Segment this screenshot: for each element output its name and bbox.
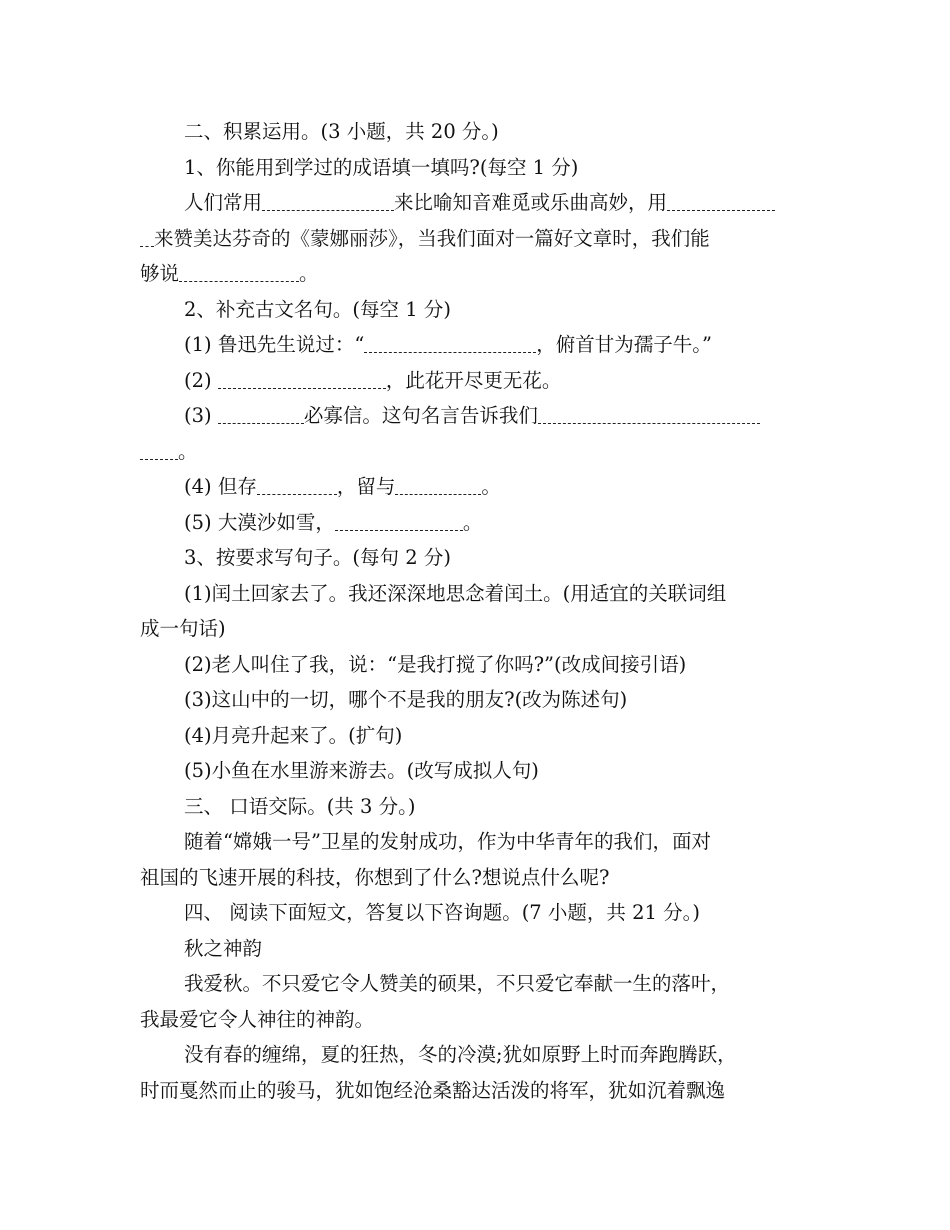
text-segment: 2、补充古文名句。(每空 1 分) xyxy=(184,297,451,321)
text-segment: 祖国的飞速开展的科技，你想到了什么?想说点什么呢? xyxy=(140,865,610,889)
text-line xyxy=(140,434,812,470)
text-line xyxy=(140,1073,812,1109)
text-line xyxy=(140,150,812,186)
text-line xyxy=(140,398,812,434)
fill-in-blank[interactable] xyxy=(140,228,154,247)
text-line xyxy=(140,647,812,683)
text-segment: 必寡信。这句名言告诉我们 xyxy=(303,404,538,427)
text-line xyxy=(140,824,812,860)
text-line xyxy=(140,1037,812,1073)
text-segment: 。 xyxy=(299,262,319,285)
text-line xyxy=(140,611,812,647)
fill-in-blank[interactable] xyxy=(538,405,760,424)
text-line xyxy=(140,292,812,328)
text-segment: (1) 鲁迅先生说过：“ xyxy=(184,333,365,356)
text-segment: ，俯首甘为孺子牛。” xyxy=(536,333,713,356)
text-segment: (3) xyxy=(184,404,218,427)
text-line xyxy=(140,860,812,896)
text-line xyxy=(140,221,812,257)
text-segment: 。 xyxy=(178,439,198,463)
text-line xyxy=(140,327,812,363)
text-segment: (5)小鱼在水里游来游去。(改写成拟人句) xyxy=(184,759,539,782)
fill-in-blank[interactable] xyxy=(395,476,481,495)
text-segment: 。 xyxy=(481,475,501,498)
fill-in-blank[interactable] xyxy=(257,476,337,495)
fill-in-blank[interactable] xyxy=(335,512,463,531)
text-line xyxy=(140,540,812,576)
text-segment: 够说 xyxy=(140,262,180,285)
text-line xyxy=(140,789,812,825)
text-segment: 二、积累运用。(3 小题，共 20 分。) xyxy=(184,120,499,143)
text-segment: (3)这山中的一切，哪个不是我的朋友?(改为陈述句) xyxy=(184,688,628,711)
text-line xyxy=(140,505,812,541)
text-segment: 1、你能用到学过的成语填一填吗?(每空 1 分) xyxy=(184,155,579,179)
text-line xyxy=(140,895,812,931)
text-segment: 来比喻知音难觅或乐曲高妙，用 xyxy=(394,191,668,214)
text-line xyxy=(140,931,812,967)
text-segment: (2) xyxy=(184,368,218,392)
fill-in-blank[interactable] xyxy=(262,192,394,211)
text-line xyxy=(140,753,812,789)
fill-in-blank[interactable] xyxy=(218,370,386,389)
text-line xyxy=(140,1002,812,1038)
text-segment: 秋之神韵 xyxy=(184,936,263,960)
text-segment: 没有春的缠绵，夏的狂热，冬的冷漠;犹如原野上时而奔跑腾跃， xyxy=(184,1043,737,1066)
fill-in-blank[interactable] xyxy=(667,192,775,211)
text-segment: (1)闰土回家去了。我还深深地思念着闰土。(用适宜的关联词组 xyxy=(184,581,727,605)
text-line xyxy=(140,469,812,505)
text-segment: (4) 但存 xyxy=(184,475,257,498)
text-segment: 3、按要求写句子。(每句 2 分) xyxy=(184,546,451,569)
text-line xyxy=(140,363,812,399)
text-segment: 随着“嫦娥一号”卫星的发射成功，作为中华青年的我们，面对 xyxy=(184,830,711,853)
text-segment: 成一句话) xyxy=(140,617,226,640)
text-segment: 人们常用 xyxy=(184,191,263,214)
fill-in-blank[interactable] xyxy=(140,441,178,460)
text-segment: (2)老人叫住了我，说：“是我打搅了你吗?”(改成间接引语) xyxy=(184,652,687,676)
text-segment: 来赞美达芬奇的《蒙娜丽莎》，当我们面对一篇好文章时，我们能 xyxy=(154,226,710,250)
text-segment: ，留与 xyxy=(336,475,396,498)
text-segment: (4)月亮升起来了。(扩句) xyxy=(184,723,403,747)
fill-in-blank[interactable] xyxy=(218,405,304,424)
text-line xyxy=(140,185,812,221)
text-segment: 。 xyxy=(462,510,483,534)
text-segment: 我最爱它令人神往的神韵。 xyxy=(140,1007,375,1031)
text-line xyxy=(140,576,812,612)
text-line xyxy=(140,718,812,754)
text-segment: 三、 口语交际。(共 3 分。) xyxy=(184,794,416,818)
text-line xyxy=(140,682,812,718)
fill-in-blank[interactable] xyxy=(364,334,536,353)
text-segment: 四、 阅读下面短文，答复以下咨询题。(7 小题，共 21 分。) xyxy=(184,901,700,924)
text-line xyxy=(140,966,812,1002)
document-body xyxy=(140,114,812,1108)
text-segment: (5) 大漠沙如雪， xyxy=(184,510,335,534)
text-segment: 时而戛然而止的骏马，犹如饱经沧桑豁达活泼的将军，犹如沉着飘逸 xyxy=(140,1078,726,1102)
text-segment: ，此花开尽更无花。 xyxy=(385,368,562,392)
text-segment: 我爱秋。不只爱它令人赞美的硕果，不只爱它奉献一生的落叶， xyxy=(184,972,731,995)
text-line xyxy=(140,114,812,150)
text-line xyxy=(140,256,812,292)
fill-in-blank[interactable] xyxy=(179,263,299,282)
